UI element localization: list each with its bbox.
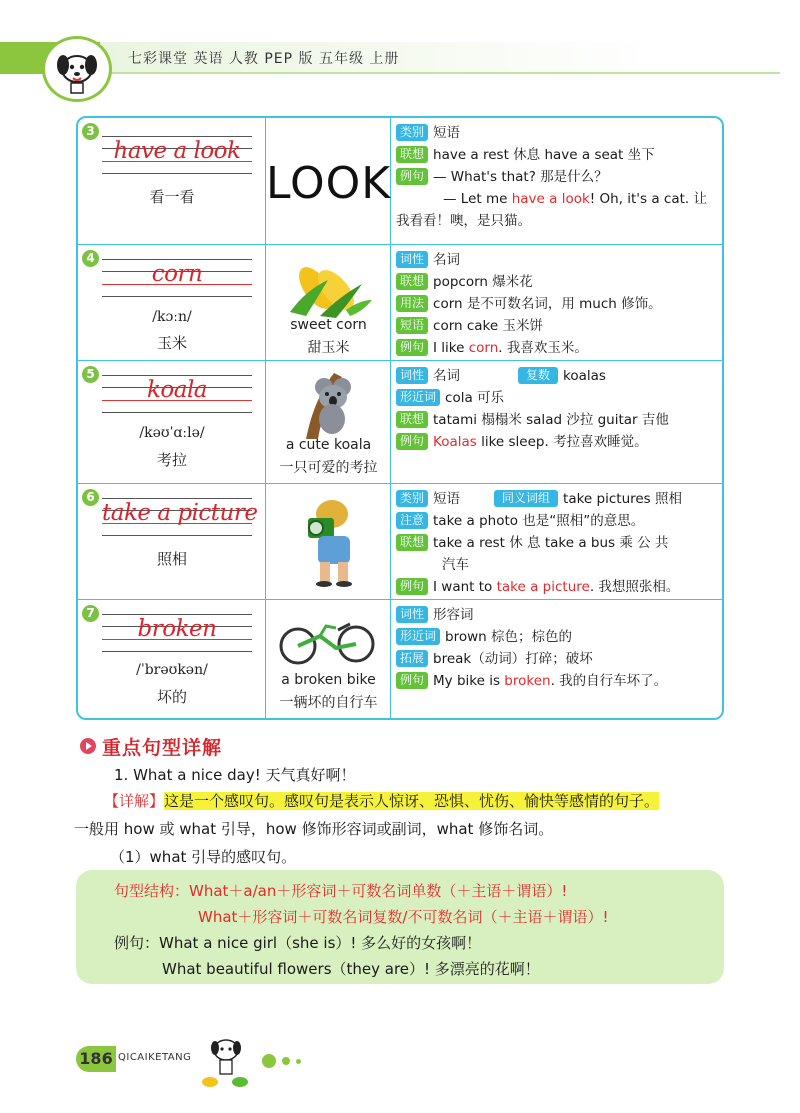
word-phonetic: /kɔːn/: [152, 309, 192, 325]
note-line: 例句 I like corn. 我喜欢玉米。: [396, 337, 722, 359]
image-caption-en: sweet corn: [290, 317, 367, 333]
note-line: 联想 popcorn 爆米花: [396, 271, 722, 293]
footer-dot: [262, 1054, 276, 1068]
notes-cell: [391, 245, 722, 360]
word-meaning: 看一看: [149, 188, 195, 206]
note-line: 例句 — What's that? 那是什么？: [396, 166, 722, 188]
header-bar: [0, 42, 800, 74]
vocab-word: koala: [146, 377, 208, 403]
note-line: 例句 I want to take a picture. 我想照张相。: [396, 576, 722, 598]
note-line: 联想 tatami 榻榻米 salad 沙拉 guitar 吉他: [396, 409, 722, 431]
footer-dot: [296, 1059, 301, 1064]
note-line: 类别 短语: [396, 122, 722, 144]
image-cell: [266, 361, 391, 483]
section-title: 重点句型详解: [102, 737, 223, 759]
image-caption-en: a cute koala: [285, 437, 372, 453]
sentence-item: 1. What a nice day! 天气真好啊！: [114, 766, 356, 784]
note-line: 例句 Koalas like sleep. 考拉喜欢睡觉。: [396, 431, 722, 453]
note-line: 用法 corn 是不可数名词，用 much 修饰。: [396, 293, 722, 315]
detail-paragraph: [104, 790, 659, 811]
word-cell: [78, 484, 266, 599]
note-line: 例句 My bike is broken. 我的自行车坏了。: [396, 670, 722, 692]
notes-cell: [391, 484, 722, 599]
note-tag: 联想: [396, 146, 428, 163]
pattern-line: 句型结构：What＋a/an＋形容词＋可数名词单数（＋主语＋谓语）!: [114, 882, 568, 900]
image-cell: [266, 245, 391, 360]
vocab-word: have a look: [113, 138, 241, 164]
entry-number: 3: [82, 123, 99, 140]
note-line: 汽车: [442, 557, 469, 573]
note-line: 联想 have a rest 休息 have a seat 坐下: [396, 144, 722, 166]
note-line: 短语 corn cake 玉米饼: [396, 315, 722, 337]
word-cell: [78, 245, 266, 360]
note-tag: 例句: [396, 168, 428, 185]
koala-image: [276, 369, 380, 439]
header-title: 七彩课堂 英语 人教 PEP 版 五年级 上册: [128, 51, 400, 67]
example-line: What beautiful flowers（they are）! 多漂亮的花啊！: [162, 960, 540, 978]
image-cell: [266, 484, 391, 599]
image-cell: [266, 118, 391, 244]
broken-bike-image: [276, 618, 380, 668]
note-line: 词性 形容词: [396, 604, 722, 626]
note-tag: 类别: [396, 124, 428, 141]
note-line: 注意 take a photo 也是“照相”的意思。: [396, 510, 722, 532]
footer-brand: QICAIKETANG: [118, 1052, 192, 1063]
note-line: 联想 take a rest 休 息 take a bus 乘 公 共: [396, 532, 722, 554]
vocab-row: [78, 600, 722, 720]
word-phonetic: /kəʊˈɑːlə/: [139, 425, 205, 441]
header-divider: [100, 72, 780, 74]
notes-cell: [391, 600, 722, 720]
note-line: — Let me have a look! Oh, it's a cat. 让: [443, 191, 707, 207]
image-caption-en: a broken bike: [281, 672, 376, 688]
entry-number: 4: [82, 250, 99, 267]
word-cell: [78, 118, 266, 244]
entry-number: 6: [82, 489, 99, 506]
vocab-word: broken: [137, 616, 217, 642]
vocab-row: [78, 245, 722, 361]
vocab-word: take a picture: [102, 500, 258, 526]
image-caption-cn: 一只可爱的考拉: [279, 460, 378, 476]
word-cell: [78, 361, 266, 483]
word-meaning: 照相: [156, 550, 187, 568]
look-image-text: LOOK: [266, 158, 392, 209]
vocab-row: [78, 361, 722, 484]
word-meaning: 玉米: [156, 334, 187, 352]
note-line: 我看看！噢，是只猫。: [396, 213, 531, 229]
detail-continuation: 一般用 how 或 what 引导，how 修饰形容词或副词，what 修饰名词。: [74, 820, 554, 838]
section-arrow-icon: [80, 738, 96, 754]
pattern-line: What＋形容词＋可数名词复数/不可数名词（＋主语＋谓语）!: [198, 908, 609, 926]
camera-boy-image: [276, 496, 380, 588]
note-line: 词性 名词: [396, 249, 722, 271]
detail-highlight: 这是一个感叹句。感叹句是表示人惊讶、恐惧、忧伤、愉快等感情的句子。: [164, 792, 660, 810]
notes-cell: [391, 118, 722, 244]
image-caption-cn: 甜玉米: [307, 340, 350, 356]
vocab-word: corn: [151, 261, 203, 287]
word-phonetic: /ˈbrəʊkən/: [136, 662, 208, 678]
image-cell: [266, 600, 391, 720]
word-cell: [78, 600, 266, 720]
detail-label: 【详解】: [104, 792, 165, 810]
sub-heading: （1）what 引导的感叹句。: [110, 848, 297, 866]
corn-image: [276, 255, 380, 325]
entry-number: 7: [82, 605, 99, 622]
word-meaning: 坏的: [156, 688, 187, 706]
example-line: 例句：What a nice girl（she is）! 多么好的女孩啊！: [114, 934, 482, 952]
word-meaning: 考拉: [156, 451, 187, 469]
pattern-box: [76, 870, 724, 984]
notes-cell: [391, 361, 722, 483]
image-caption-cn: 一辆坏的自行车: [279, 695, 378, 711]
vocab-row: [78, 484, 722, 600]
vocab-table: [76, 116, 724, 720]
entry-number: 5: [82, 366, 99, 383]
dog-mascot-icon: [196, 1030, 256, 1090]
vocab-row: [78, 118, 722, 245]
note-line: 类别 短语 同义词组 take pictures 照相: [396, 488, 722, 510]
note-line: 拓展 break（动词）打碎；破坏: [396, 648, 722, 670]
note-line: 形近词 cola 可乐: [396, 387, 722, 409]
footer-dot: [282, 1057, 290, 1065]
note-line: 形近词 brown 棕色；棕色的: [396, 626, 722, 648]
page-number: 186: [76, 1046, 116, 1072]
note-line: 词性 名词 复数 koalas: [396, 365, 722, 387]
dog-mascot-logo: [42, 36, 112, 102]
